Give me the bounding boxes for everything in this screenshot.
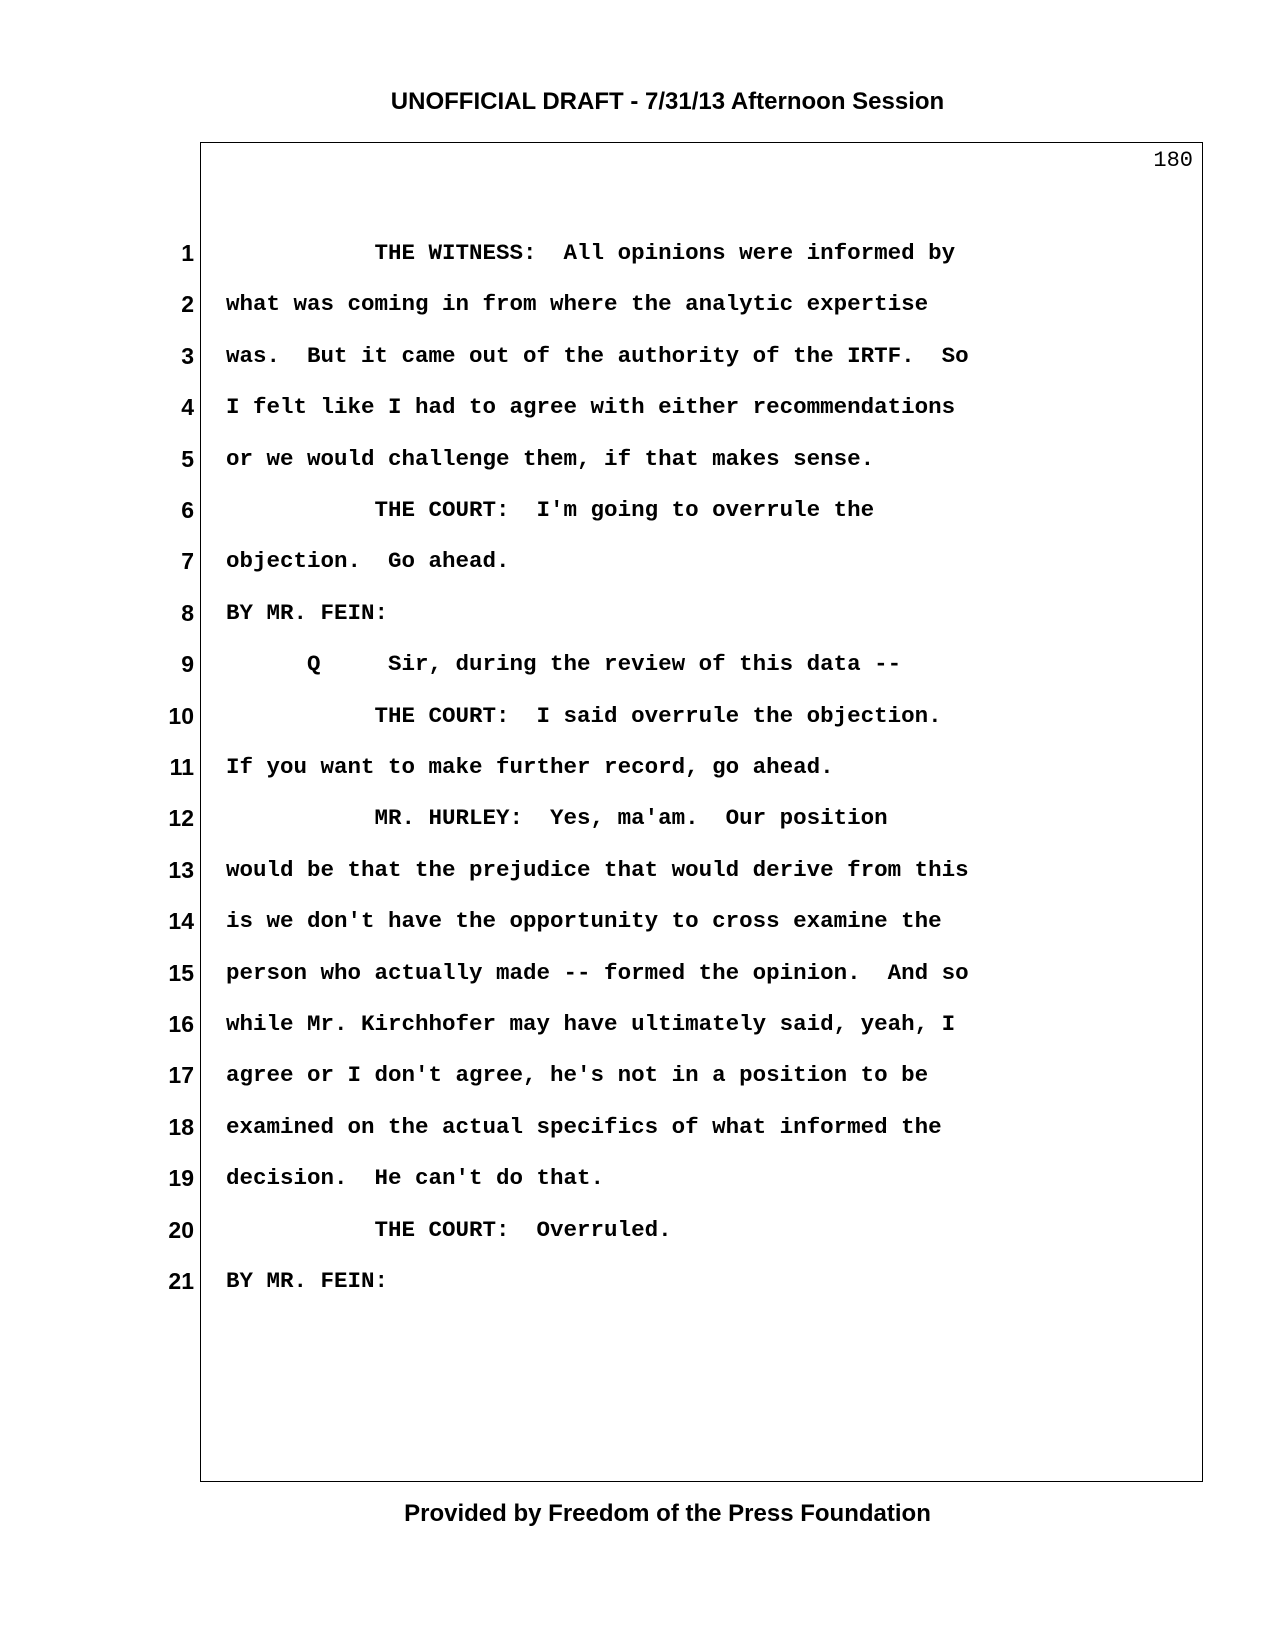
- transcript-line: [0, 1007, 1275, 1059]
- line-text: examined on the actual specifics of what informed the: [226, 1113, 942, 1140]
- line-text: while Mr. Kirchhofer may have ultimately said, yeah, I: [226, 1011, 956, 1037]
- transcript-line: [0, 647, 1275, 699]
- line-number: 12: [168, 805, 194, 832]
- line-number: 21: [168, 1268, 194, 1294]
- line-text: what was coming in from where the analytic expertise: [226, 291, 929, 318]
- line-number: 1: [181, 240, 194, 266]
- line-number: 3: [181, 342, 194, 369]
- line-text: THE COURT: Overruled.: [226, 1216, 672, 1243]
- line-number: 10: [168, 702, 194, 729]
- page-footer: Provided by Freedom of the Press Foundation: [404, 1500, 931, 1527]
- line-text: would be that the prejudice that would derive from this: [226, 856, 969, 883]
- page-header-title: UNOFFICIAL DRAFT - 7/31/13 Afternoon Session: [390, 88, 945, 115]
- transcript-line: [0, 956, 1275, 1008]
- transcript-line: [0, 596, 1275, 648]
- line-text: is we don't have the opportunity to cross examine the: [226, 908, 942, 935]
- line-text: THE WITNESS: All opinions were informed by: [226, 240, 956, 266]
- line-text: was. But it came out of the authority of the IRTF. So: [226, 342, 969, 369]
- line-number: 2: [181, 291, 194, 318]
- transcript-line: [0, 544, 1275, 596]
- line-number: 9: [181, 651, 194, 678]
- line-number: 17: [168, 1062, 194, 1089]
- line-number: 6: [181, 497, 194, 523]
- transcript-line: [0, 801, 1275, 853]
- transcript-line: [0, 390, 1275, 442]
- transcript-line: [0, 853, 1275, 905]
- line-text: MR. HURLEY: Yes, ma'am. Our position: [226, 805, 888, 832]
- line-text: THE COURT: I said overrule the objection.: [226, 702, 942, 729]
- line-number: 5: [181, 445, 194, 472]
- line-text: If you want to make further record, go ahead.: [226, 754, 834, 780]
- line-number: 19: [168, 1165, 194, 1192]
- line-number: 20: [168, 1216, 194, 1243]
- line-text: THE COURT: I'm going to overrule the: [226, 497, 875, 523]
- transcript-line: [0, 287, 1275, 339]
- transcript-line: [0, 236, 1275, 288]
- transcript-line: [0, 339, 1275, 391]
- transcript-line: [0, 1110, 1275, 1162]
- line-text: Q Sir, during the review of this data --: [226, 651, 902, 678]
- transcript-line: [0, 1213, 1275, 1265]
- line-text: agree or I don't agree, he's not in a position to be: [226, 1062, 929, 1089]
- transcript-line: [0, 1264, 1275, 1316]
- line-number: 4: [181, 394, 194, 421]
- line-number: 14: [168, 908, 194, 935]
- line-number: 13: [168, 856, 194, 883]
- line-number: 7: [181, 548, 194, 575]
- line-text: BY MR. FEIN:: [226, 599, 389, 626]
- transcript-line: [0, 750, 1275, 802]
- line-text: or we would challenge them, if that makes sense.: [226, 445, 875, 472]
- line-number: 18: [168, 1113, 194, 1140]
- transcript-line: [0, 904, 1275, 956]
- page-number: 180: [1153, 148, 1193, 173]
- transcript-line: [0, 1161, 1275, 1213]
- line-text: BY MR. FEIN:: [226, 1268, 389, 1294]
- line-text: objection. Go ahead.: [226, 548, 510, 575]
- line-text: I felt like I had to agree with either recommendations: [226, 394, 956, 421]
- line-number: 11: [169, 754, 194, 780]
- transcript-line: [0, 493, 1275, 545]
- line-number: 8: [181, 599, 194, 626]
- transcript-line: [0, 1058, 1275, 1110]
- transcript-line: [0, 442, 1275, 494]
- line-number: 16: [168, 1011, 194, 1037]
- line-text: person who actually made -- formed the opinion. And so: [226, 959, 969, 986]
- transcript-line: [0, 699, 1275, 751]
- line-number: 15: [168, 959, 194, 986]
- line-text: decision. He can't do that.: [226, 1165, 605, 1192]
